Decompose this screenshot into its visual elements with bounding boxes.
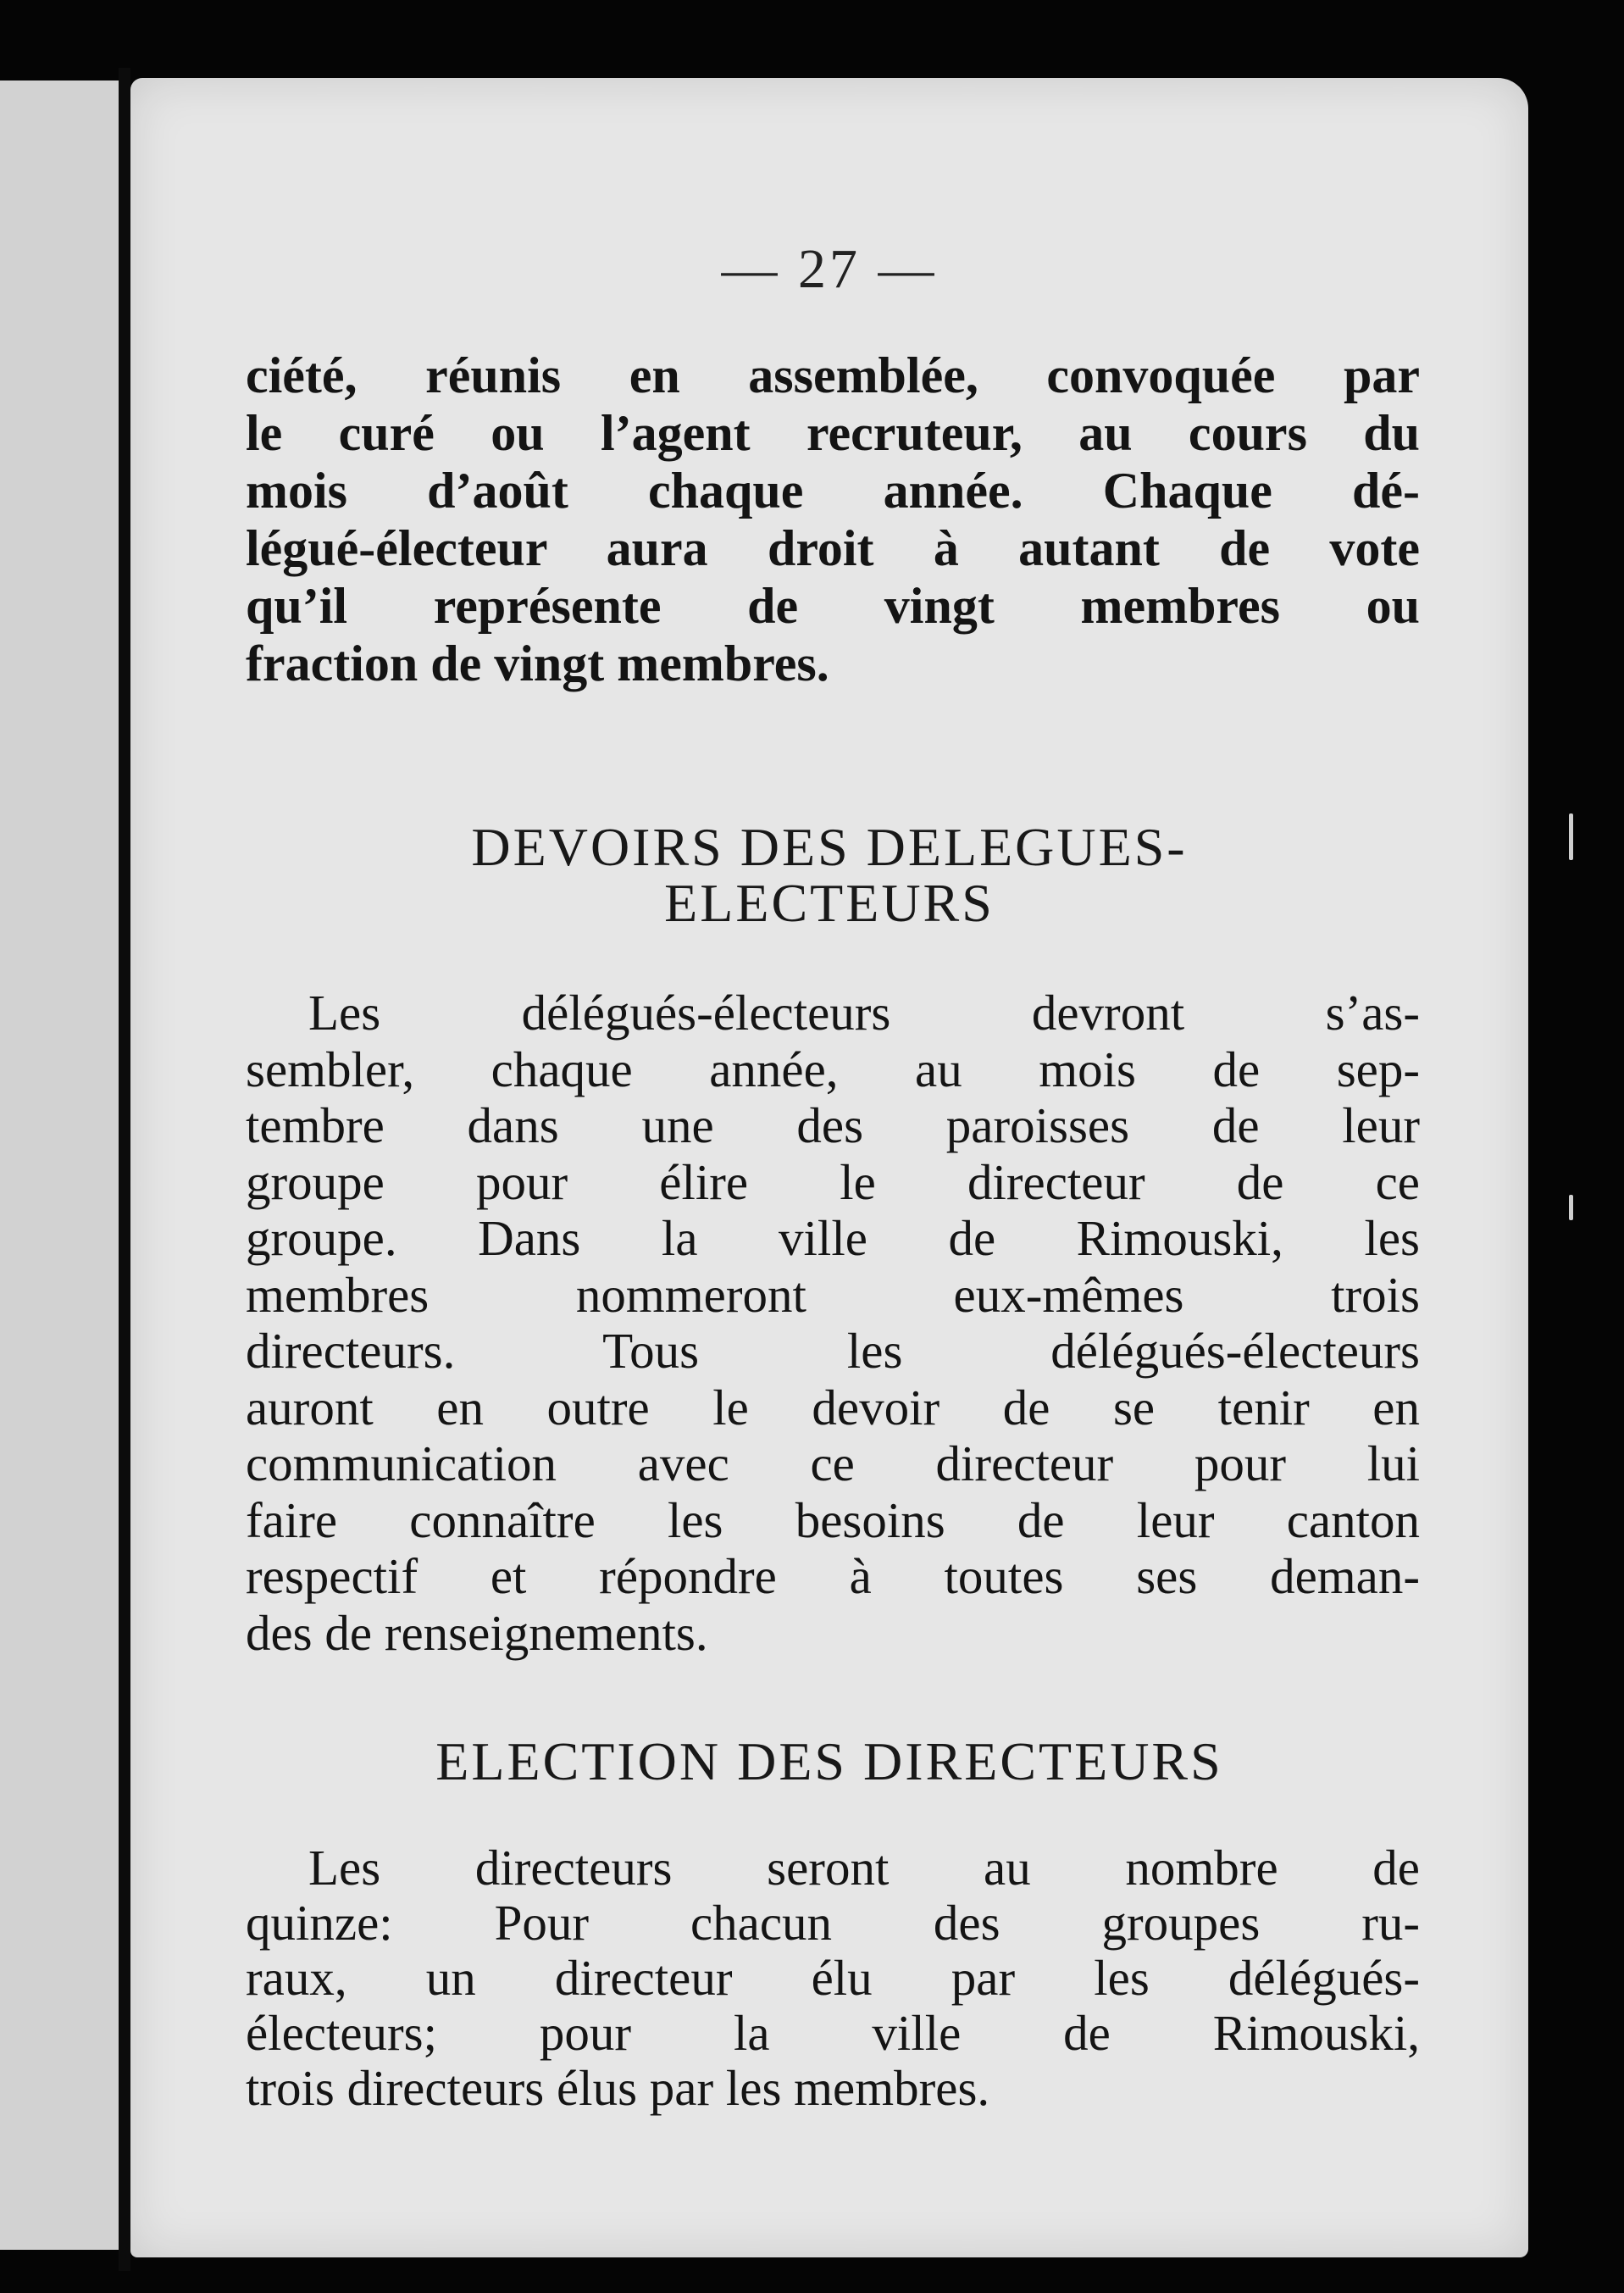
text-line: faire connaître les besoins de leur canton <box>246 1491 1420 1548</box>
book-gutter <box>119 68 130 2271</box>
paragraph-directors <box>246 1841 1420 2116</box>
text-line: qu’il représente de vingt membres ou <box>246 578 1420 634</box>
paragraph-duties <box>246 985 1420 1661</box>
adjacent-page-edge <box>0 81 122 2250</box>
edge-mark <box>1569 1195 1573 1220</box>
text-line: sembler, chaque année, au mois de sep- <box>246 1041 1420 1097</box>
text-line: groupe pour élire le directeur de ce <box>246 1153 1420 1210</box>
text-line: membres nommeront eux-mêmes trois <box>246 1266 1420 1323</box>
text-line: tembre dans une des paroisses de leur <box>246 1097 1420 1153</box>
section-heading-election <box>215 1732 1444 1791</box>
page-number: — 27 — <box>721 238 938 300</box>
text-line: mois d’août chaque année. Chaque dé- <box>246 463 1420 519</box>
text-line: communication avec ce directeur pour lui <box>246 1435 1420 1491</box>
text-line: directeurs. Tous les délégués-électeurs <box>246 1323 1420 1379</box>
text-line: Les directeurs seront au nombre de <box>308 1840 1420 1896</box>
text-line: des de renseignements. <box>246 1604 708 1661</box>
section-heading-devoirs <box>215 819 1444 931</box>
text-line: groupe. Dans la ville de Rimouski, les <box>246 1210 1420 1266</box>
text-line: trois directeurs élus par les membres. <box>246 2060 990 2116</box>
text-line: respectif et répondre à toutes ses deman- <box>246 1548 1420 1604</box>
text-line: raux, un directeur élu par les délégués- <box>246 1950 1420 2006</box>
text-line: électeurs; pour la ville de Rimouski, <box>246 2005 1420 2061</box>
text-line: le curé ou l’agent recruteur, au cours du <box>246 405 1420 461</box>
text-line: quinze: Pour chacun des groupes ru- <box>246 1895 1420 1951</box>
text-line: Les délégués-électeurs devront s’as- <box>308 985 1420 1041</box>
text-line: auront en outre le devoir de se tenir en <box>246 1379 1420 1435</box>
heading-line: DEVOIRS DES DELEGUES- <box>471 817 1188 877</box>
heading-line: ELECTEURS <box>664 873 995 933</box>
paragraph-delegate-votes <box>246 347 1420 692</box>
heading-line: ELECTION DES DIRECTEURS <box>435 1731 1223 1791</box>
edge-mark <box>1569 813 1573 860</box>
text-line: légué-électeur aura droit à autant de vote <box>246 520 1420 576</box>
book-page <box>130 78 1528 2257</box>
text-line: fraction de vingt membres. <box>246 636 829 691</box>
text-line: ciété, réunis en assemblée, convoquée par <box>246 347 1420 403</box>
